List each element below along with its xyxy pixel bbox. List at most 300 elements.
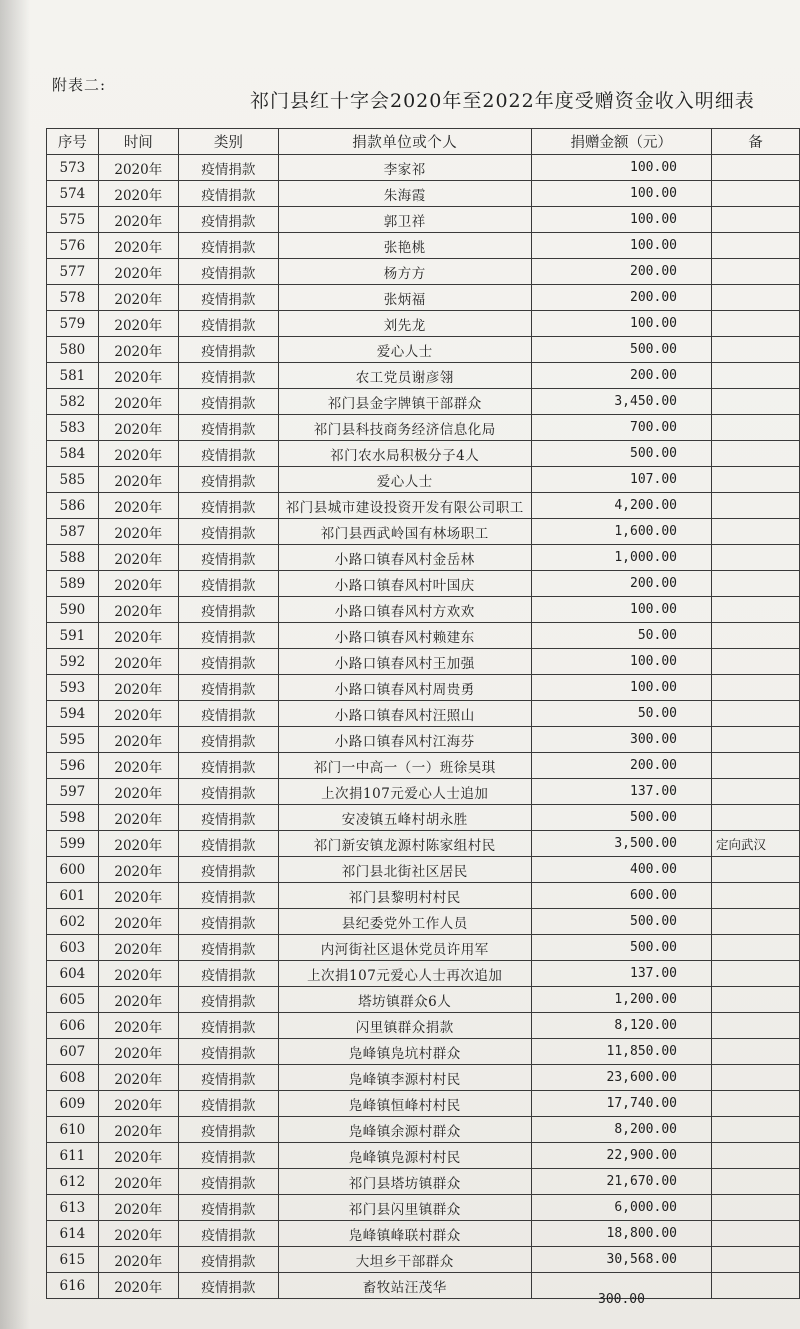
table-header-row	[47, 129, 800, 155]
table-row	[47, 1039, 800, 1065]
appendix-label: 附表二:	[52, 76, 107, 94]
cell-seq: 573	[47, 155, 99, 181]
cell-amount: 3,450.00	[531, 389, 711, 415]
cell-time: 2020年	[98, 155, 178, 181]
cell-seq: 582	[47, 389, 99, 415]
table-row	[47, 1273, 800, 1299]
cell-amount: 22,900.00	[531, 1143, 711, 1169]
cell-note	[711, 701, 799, 727]
cell-donor: 郭卫祥	[278, 207, 531, 233]
cell-time: 2020年	[98, 987, 178, 1013]
cell-note	[711, 1273, 799, 1299]
cell-time: 2020年	[98, 311, 178, 337]
cell-note	[711, 1117, 799, 1143]
table-row	[47, 909, 800, 935]
cell-seq: 581	[47, 363, 99, 389]
table-row	[47, 415, 800, 441]
cell-category: 疫情捐款	[178, 1013, 278, 1039]
cell-note	[711, 545, 799, 571]
cell-category: 疫情捐款	[178, 1195, 278, 1221]
cell-amount: 18,800.00	[531, 1221, 711, 1247]
cell-category: 疫情捐款	[178, 207, 278, 233]
cell-seq: 607	[47, 1039, 99, 1065]
cell-donor: 祁门农水局积极分子4人	[278, 441, 531, 467]
cell-amount: 30,568.00	[531, 1247, 711, 1273]
cell-note	[711, 363, 799, 389]
cell-note	[711, 233, 799, 259]
cell-time: 2020年	[98, 233, 178, 259]
cell-note	[711, 155, 799, 181]
cell-time: 2020年	[98, 701, 178, 727]
cell-seq: 609	[47, 1091, 99, 1117]
cell-time: 2020年	[98, 961, 178, 987]
cell-time: 2020年	[98, 779, 178, 805]
cell-amount: 6,000.00	[531, 1195, 711, 1221]
cell-category: 疫情捐款	[178, 571, 278, 597]
cell-amount: 100.00	[531, 597, 711, 623]
cell-donor: 凫峰镇凫源村村民	[278, 1143, 531, 1169]
col-header-time: 时间	[98, 129, 178, 155]
cell-note	[711, 779, 799, 805]
cell-time: 2020年	[98, 1117, 178, 1143]
table-row	[47, 779, 800, 805]
cell-donor: 闪里镇群众捐款	[278, 1013, 531, 1039]
cell-time: 2020年	[98, 1221, 178, 1247]
cell-note	[711, 1065, 799, 1091]
cell-seq: 586	[47, 493, 99, 519]
cell-seq: 598	[47, 805, 99, 831]
cell-time: 2020年	[98, 909, 178, 935]
table-row	[47, 1013, 800, 1039]
cell-time: 2020年	[98, 675, 178, 701]
page-title: 祁门县红十字会2020年至2022年度受赠资金收入明细表	[250, 90, 755, 112]
cell-category: 疫情捐款	[178, 1221, 278, 1247]
cell-donor: 朱海霞	[278, 181, 531, 207]
cell-category: 疫情捐款	[178, 259, 278, 285]
cell-donor: 凫峰镇李源村村民	[278, 1065, 531, 1091]
cell-seq: 580	[47, 337, 99, 363]
table-row	[47, 311, 800, 337]
cell-note	[711, 1013, 799, 1039]
cell-time: 2020年	[98, 285, 178, 311]
cell-time: 2020年	[98, 649, 178, 675]
table-row	[47, 233, 800, 259]
cell-seq: 603	[47, 935, 99, 961]
cell-seq: 575	[47, 207, 99, 233]
cell-donor: 小路口镇春风村方欢欢	[278, 597, 531, 623]
cell-seq: 615	[47, 1247, 99, 1273]
cell-category: 疫情捐款	[178, 909, 278, 935]
cell-seq: 584	[47, 441, 99, 467]
cell-category: 疫情捐款	[178, 545, 278, 571]
cell-time: 2020年	[98, 753, 178, 779]
cell-time: 2020年	[98, 493, 178, 519]
cell-donor: 张艳桃	[278, 233, 531, 259]
cell-amount: 100.00	[531, 181, 711, 207]
cell-note: 定向武汉	[711, 831, 799, 857]
cell-amount: 200.00	[531, 259, 711, 285]
cell-note	[711, 285, 799, 311]
cell-donor: 祁门县城市建设投资开发有限公司职工	[278, 493, 531, 519]
cell-donor: 祁门县闪里镇群众	[278, 1195, 531, 1221]
cell-time: 2020年	[98, 207, 178, 233]
cell-time: 2020年	[98, 1065, 178, 1091]
cell-note	[711, 1195, 799, 1221]
cell-note	[711, 1221, 799, 1247]
cell-category: 疫情捐款	[178, 467, 278, 493]
cell-note	[711, 181, 799, 207]
table-row	[47, 1065, 800, 1091]
col-header-category: 类别	[178, 129, 278, 155]
cell-category: 疫情捐款	[178, 675, 278, 701]
cell-note	[711, 675, 799, 701]
cell-donor: 祁门县塔坊镇群众	[278, 1169, 531, 1195]
cell-time: 2020年	[98, 1247, 178, 1273]
cell-seq: 589	[47, 571, 99, 597]
cell-category: 疫情捐款	[178, 727, 278, 753]
cell-seq: 614	[47, 1221, 99, 1247]
cell-amount: 11,850.00	[531, 1039, 711, 1065]
cell-amount: 100.00	[531, 207, 711, 233]
cell-category: 疫情捐款	[178, 155, 278, 181]
cell-category: 疫情捐款	[178, 311, 278, 337]
cell-category: 疫情捐款	[178, 285, 278, 311]
col-header-seq: 序号	[47, 129, 99, 155]
table-row	[47, 727, 800, 753]
cell-donor: 小路口镇春风村金岳林	[278, 545, 531, 571]
cell-donor: 凫峰镇余源村群众	[278, 1117, 531, 1143]
cell-seq: 588	[47, 545, 99, 571]
cell-note	[711, 727, 799, 753]
cell-donor: 小路口镇春风村周贵勇	[278, 675, 531, 701]
cell-note	[711, 311, 799, 337]
cell-note	[711, 909, 799, 935]
table-row	[47, 597, 800, 623]
cell-amount: 100.00	[531, 675, 711, 701]
cell-amount: 3,500.00	[531, 831, 711, 857]
cell-amount: 100.00	[531, 233, 711, 259]
cell-note	[711, 571, 799, 597]
table-row	[47, 259, 800, 285]
cell-category: 疫情捐款	[178, 831, 278, 857]
cell-note	[711, 1247, 799, 1273]
cell-seq: 606	[47, 1013, 99, 1039]
cell-time: 2020年	[98, 1195, 178, 1221]
cell-donor: 杨方方	[278, 259, 531, 285]
cell-amount: 21,670.00	[531, 1169, 711, 1195]
cell-donor: 爱心人士	[278, 467, 531, 493]
cell-category: 疫情捐款	[178, 1117, 278, 1143]
table-row	[47, 467, 800, 493]
cell-category: 疫情捐款	[178, 623, 278, 649]
cell-time: 2020年	[98, 831, 178, 857]
cell-note	[711, 753, 799, 779]
cell-seq: 596	[47, 753, 99, 779]
table-row	[47, 961, 800, 987]
cell-donor: 安凌镇五峰村胡永胜	[278, 805, 531, 831]
cell-category: 疫情捐款	[178, 805, 278, 831]
cell-amount: 1,000.00	[531, 545, 711, 571]
cell-category: 疫情捐款	[178, 857, 278, 883]
cell-donor: 祁门县黎明村村民	[278, 883, 531, 909]
table-row	[47, 805, 800, 831]
table-row	[47, 701, 800, 727]
cell-seq: 600	[47, 857, 99, 883]
cell-category: 疫情捐款	[178, 883, 278, 909]
cell-category: 疫情捐款	[178, 961, 278, 987]
col-header-donor: 捐款单位或个人	[278, 129, 531, 155]
cell-seq: 577	[47, 259, 99, 285]
cell-note	[711, 857, 799, 883]
cell-seq: 579	[47, 311, 99, 337]
cell-amount: 500.00	[531, 805, 711, 831]
cell-category: 疫情捐款	[178, 1247, 278, 1273]
page-edge-shadow	[0, 0, 30, 1329]
cell-time: 2020年	[98, 1143, 178, 1169]
table-row	[47, 363, 800, 389]
cell-category: 疫情捐款	[178, 987, 278, 1013]
table-row	[47, 675, 800, 701]
cell-amount: 200.00	[531, 571, 711, 597]
cell-amount: 50.00	[531, 623, 711, 649]
cell-note	[711, 389, 799, 415]
cell-category: 疫情捐款	[178, 233, 278, 259]
cell-note	[711, 1169, 799, 1195]
cell-time: 2020年	[98, 467, 178, 493]
cell-seq: 593	[47, 675, 99, 701]
cell-time: 2020年	[98, 805, 178, 831]
cell-donor: 祁门新安镇龙源村陈家组村民	[278, 831, 531, 857]
cell-amount: 50.00	[531, 701, 711, 727]
cell-time: 2020年	[98, 597, 178, 623]
cell-seq: 578	[47, 285, 99, 311]
cell-category: 疫情捐款	[178, 753, 278, 779]
cell-time: 2020年	[98, 259, 178, 285]
cell-category: 疫情捐款	[178, 597, 278, 623]
cell-donor: 上次捐107元爱心人士追加	[278, 779, 531, 805]
cell-donor: 内河街社区退休党员许用军	[278, 935, 531, 961]
cell-category: 疫情捐款	[178, 441, 278, 467]
col-header-amount: 捐赠金额（元）	[531, 129, 711, 155]
cell-seq: 612	[47, 1169, 99, 1195]
table-row	[47, 831, 800, 857]
cell-seq: 594	[47, 701, 99, 727]
cell-category: 疫情捐款	[178, 779, 278, 805]
cell-seq: 587	[47, 519, 99, 545]
cell-amount: 8,200.00	[531, 1117, 711, 1143]
cell-amount: 200.00	[531, 285, 711, 311]
cell-note	[711, 935, 799, 961]
cell-seq: 599	[47, 831, 99, 857]
cell-seq: 583	[47, 415, 99, 441]
cell-category: 疫情捐款	[178, 1169, 278, 1195]
cell-amount: 400.00	[531, 857, 711, 883]
cell-category: 疫情捐款	[178, 649, 278, 675]
table-row	[47, 935, 800, 961]
cell-time: 2020年	[98, 389, 178, 415]
cell-donor: 小路口镇春风村江海芬	[278, 727, 531, 753]
cell-donor: 张炳福	[278, 285, 531, 311]
cell-donor: 小路口镇春风村叶国庆	[278, 571, 531, 597]
table-row	[47, 1195, 800, 1221]
cell-seq: 602	[47, 909, 99, 935]
table-row	[47, 1143, 800, 1169]
cell-donor: 小路口镇春风村汪照山	[278, 701, 531, 727]
cell-time: 2020年	[98, 727, 178, 753]
cell-seq: 592	[47, 649, 99, 675]
cell-time: 2020年	[98, 883, 178, 909]
cell-donor: 祁门县西武岭国有林场职工	[278, 519, 531, 545]
cell-amount: 8,120.00	[531, 1013, 711, 1039]
table-row	[47, 1247, 800, 1273]
cell-note	[711, 259, 799, 285]
cell-amount: 500.00	[531, 337, 711, 363]
cell-seq: 576	[47, 233, 99, 259]
cell-donor: 李家祁	[278, 155, 531, 181]
cell-note	[711, 987, 799, 1013]
cell-note	[711, 337, 799, 363]
table-row	[47, 285, 800, 311]
cell-seq: 597	[47, 779, 99, 805]
table-row	[47, 545, 800, 571]
cell-amount: 4,200.00	[531, 493, 711, 519]
cell-note	[711, 415, 799, 441]
cell-time: 2020年	[98, 519, 178, 545]
table-row	[47, 441, 800, 467]
cell-amount: 1,600.00	[531, 519, 711, 545]
cell-donor: 祁门县金字牌镇干部群众	[278, 389, 531, 415]
cell-donor: 祁门县科技商务经济信息化局	[278, 415, 531, 441]
cell-category: 疫情捐款	[178, 1065, 278, 1091]
cell-seq: 601	[47, 883, 99, 909]
cell-time: 2020年	[98, 1091, 178, 1117]
table-row	[47, 649, 800, 675]
cell-donor: 大坦乡干部群众	[278, 1247, 531, 1273]
cell-category: 疫情捐款	[178, 1091, 278, 1117]
cell-amount: 700.00	[531, 415, 711, 441]
cell-note	[711, 207, 799, 233]
cell-amount: 200.00	[531, 363, 711, 389]
cell-donor: 祁门县北街社区居民	[278, 857, 531, 883]
table-row	[47, 337, 800, 363]
cell-note	[711, 623, 799, 649]
cell-note	[711, 1039, 799, 1065]
table-row	[47, 987, 800, 1013]
cell-amount: 107.00	[531, 467, 711, 493]
cell-seq: 605	[47, 987, 99, 1013]
cell-time: 2020年	[98, 623, 178, 649]
cell-category: 疫情捐款	[178, 701, 278, 727]
cell-amount: 1,200.00	[531, 987, 711, 1013]
table-row	[47, 389, 800, 415]
cell-donor: 塔坊镇群众6人	[278, 987, 531, 1013]
cell-donor: 县纪委党外工作人员	[278, 909, 531, 935]
cell-category: 疫情捐款	[178, 363, 278, 389]
cell-time: 2020年	[98, 181, 178, 207]
cell-category: 疫情捐款	[178, 389, 278, 415]
cell-time: 2020年	[98, 1169, 178, 1195]
cell-amount: 100.00	[531, 311, 711, 337]
cell-category: 疫情捐款	[178, 415, 278, 441]
cell-category: 疫情捐款	[178, 337, 278, 363]
cell-category: 疫情捐款	[178, 935, 278, 961]
cell-seq: 574	[47, 181, 99, 207]
cell-note	[711, 1091, 799, 1117]
cell-donor: 农工党员谢彦翎	[278, 363, 531, 389]
table-row	[47, 571, 800, 597]
cell-time: 2020年	[98, 545, 178, 571]
cell-note	[711, 493, 799, 519]
cell-category: 疫情捐款	[178, 1039, 278, 1065]
cell-note	[711, 467, 799, 493]
table-row	[47, 623, 800, 649]
cell-donor: 凫峰镇峰联村群众	[278, 1221, 531, 1247]
cell-note	[711, 805, 799, 831]
cell-seq: 616	[47, 1273, 99, 1299]
cell-seq: 590	[47, 597, 99, 623]
cell-amount: 23,600.00	[531, 1065, 711, 1091]
table-row	[47, 753, 800, 779]
cell-amount: 500.00	[531, 441, 711, 467]
overflow-amount: 300.00	[598, 1292, 645, 1307]
cell-donor: 凫峰镇凫坑村群众	[278, 1039, 531, 1065]
table-row	[47, 1221, 800, 1247]
cell-seq: 608	[47, 1065, 99, 1091]
table-row	[47, 493, 800, 519]
cell-amount: 100.00	[531, 649, 711, 675]
cell-amount: 600.00	[531, 883, 711, 909]
cell-note	[711, 883, 799, 909]
cell-category: 疫情捐款	[178, 493, 278, 519]
cell-time: 2020年	[98, 1273, 178, 1299]
cell-seq: 611	[47, 1143, 99, 1169]
cell-donor: 上次捐107元爱心人士再次追加	[278, 961, 531, 987]
table-row	[47, 155, 800, 181]
cell-time: 2020年	[98, 571, 178, 597]
table-body	[47, 155, 800, 1299]
table-row	[47, 1169, 800, 1195]
cell-seq: 585	[47, 467, 99, 493]
cell-donor: 刘先龙	[278, 311, 531, 337]
cell-seq: 613	[47, 1195, 99, 1221]
donation-ledger-table	[46, 128, 800, 1299]
table-row	[47, 883, 800, 909]
table-row	[47, 1117, 800, 1143]
table-row	[47, 207, 800, 233]
cell-amount: 137.00	[531, 961, 711, 987]
cell-note	[711, 649, 799, 675]
cell-time: 2020年	[98, 337, 178, 363]
cell-seq: 610	[47, 1117, 99, 1143]
cell-amount: 300.00	[531, 727, 711, 753]
cell-seq: 595	[47, 727, 99, 753]
cell-time: 2020年	[98, 935, 178, 961]
cell-time: 2020年	[98, 415, 178, 441]
cell-donor: 爱心人士	[278, 337, 531, 363]
cell-donor: 小路口镇春风村赖建东	[278, 623, 531, 649]
cell-note	[711, 1143, 799, 1169]
cell-time: 2020年	[98, 441, 178, 467]
cell-note	[711, 961, 799, 987]
cell-seq: 591	[47, 623, 99, 649]
cell-category: 疫情捐款	[178, 181, 278, 207]
cell-amount: 200.00	[531, 753, 711, 779]
cell-note	[711, 519, 799, 545]
table-row	[47, 1091, 800, 1117]
cell-donor: 凫峰镇恒峰村村民	[278, 1091, 531, 1117]
cell-amount: 500.00	[531, 909, 711, 935]
cell-seq: 604	[47, 961, 99, 987]
